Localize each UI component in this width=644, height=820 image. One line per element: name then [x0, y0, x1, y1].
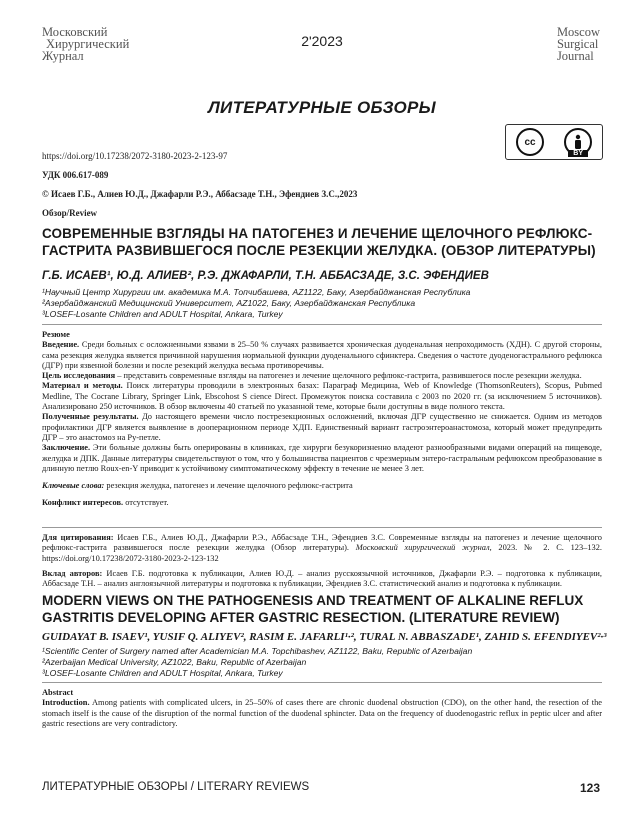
conflict-label: Конфликт интересов. — [42, 498, 124, 508]
keywords-label: Ключевые слова: — [42, 481, 105, 491]
page-number: 123 — [579, 781, 600, 795]
affiliation-1-en: ¹Scientific Center of Surgery named after Academician M.A. Topchibashev, AZ1122, Baku, Republic of Azerbaijan — [42, 646, 473, 656]
logo-line-1: Moscow — [556, 25, 600, 39]
intro-text: Среди больных с осложненными язвами в 25–50 % случаях развивается хроническая дуоденальная непроходимость (ХДН). С другой стороны, сама резекция желудка является причинной нарушения нормальной функции дуоденального сфинктера. Сведения о частоте дуоденогастрального рефлюкса (ДГР) при язвенной болезни и после резекций желудка весьма противоречивы. — [42, 340, 602, 370]
intro-label-en: Introduction. — [42, 698, 90, 708]
affiliation-1-ru: ¹Научный Центр Хирургии им. академика М.А. Топчибашева, AZ1122, Баку, Азербайджанская Республика — [42, 287, 471, 297]
aim-text: – представить современные взгляды на патогенез и лечение щелочного рефлюкс-гастрита, развившегося после резекции желудка. — [115, 371, 582, 381]
citation-label: Для цитирования: — [42, 533, 114, 542]
conflict-text: отсутствует. — [123, 498, 169, 508]
cc-license-badge[interactable] — [505, 124, 603, 160]
contrib-label: Вклад авторов: — [42, 568, 103, 578]
affiliation-3-en: ³LOSEF-Losante Children and ADULT Hospital, Ankara, Turkey — [42, 668, 283, 678]
section-title: ЛИТЕРАТУРНЫЕ ОБЗОРЫ — [208, 98, 436, 117]
udc-code: УДК 006.617-089 — [42, 170, 109, 180]
logo-line-3: Journal — [556, 49, 594, 63]
aim-label: Цель исследования — [42, 371, 116, 381]
intro-label: Введение. — [42, 340, 80, 350]
abstract-en — [42, 688, 602, 729]
results-text: До настоящего времени число пострезекционных осложнений, включая ДГР существенно не снижается. Одним из методов профилактики ДГР является выявление в дооперационном периоде ХДП. Единственный вариант гастроэнтероанастомоза, который может предупредить ДГР – это анастомоз на Ру-петле. — [42, 412, 603, 442]
issue-number: 2'2023 — [301, 33, 343, 49]
citation-tail: , 2023. № 2. С. 123–132. https://doi.org/10.17238/2072-3180-2023-2-123-132 — [42, 543, 602, 563]
affiliation-3-ru: ³LOSEF-Losante Children and ADULT Hospital, Ankara, Turkey — [42, 309, 283, 319]
abstract-heading-en: Abstract — [42, 688, 74, 697]
article-title-en: MODERN VIEWS ON THE PATHOGENESIS AND TREATMENT OF ALKALINE REFLUX GASTRITIS DEVELOPING AFTER GASTRIC RESECTION. (LITERATURE REVIEW) — [42, 593, 584, 625]
citation-journal: Московский хирургический журнал — [355, 543, 490, 553]
conclusion-text: Эти больные должны быть оперированы в клиниках, где хирурги безукоризненно владеют разнообразными видами операций на пищеводе, желудка и ДПК. Данные литературы свидетельствуют о том, что у большинства пациентов с чрезмерным энтеро-гастральным рефлюксом преобразование в длинную петлю Roux-en-Y приводит к устойчивому симптоматическому эффекту в течение не менее 3 лет. — [42, 443, 602, 473]
divider — [42, 527, 602, 528]
intro-text-en: Among patients with complicated ulcers, in 25–50% of cases there are chronic duodenal obstruction (CDO), on the other hand, the resection of the stomach itself is the cause of the disruption of the normal function of the duodenal sphincter. Data on the frequency of duodenogastric reflux in peptic ulcer and after gastric resections are very contradictory. — [42, 698, 602, 728]
abstract-heading: Резюме — [42, 330, 70, 339]
keywords-text: резекция желудка, патогенез и лечение щелочного рефлюкс-гастрита — [104, 481, 353, 491]
affiliation-2-ru: ²Азербайджанский Медицинский Университет, AZ1022, Баку, Азербайджанская Республика — [42, 298, 416, 308]
authors-ru: Г.Б. ИСАЕВ¹, Ю.Д. АЛИЕВ², Р.Э. ДЖАФАРЛИ, Т.Н. АББАСЗАДЕ, З.С. ЭФЕНДИЕВ — [42, 270, 489, 282]
article-type: Обзор/Review — [42, 208, 98, 218]
cc-icon: cc — [516, 128, 544, 156]
results-label: Полученные результаты. — [42, 412, 139, 422]
conclusion-label: Заключение. — [42, 443, 91, 453]
methods-label: Материал и методы. — [42, 381, 123, 391]
citation-text: Исаев Г.Б., Алиев Ю.Д., Джафарли Р.Э., Аббасзаде Т.Н., Эфендиев З.С. Современные взгляды на патогенез и лечение щелочного рефлюкс-гастрита развившегося после резекции желудка (Обзор литературы). — [42, 533, 602, 553]
logo-line-2: Хирургический — [46, 37, 130, 51]
by-label: BY — [568, 150, 588, 157]
abstract-ru — [42, 330, 602, 509]
logo-line-3: Журнал — [42, 49, 84, 63]
methods-text: Поиск литературы проводили в электронных базах: Параграф Медицина, Web of Knowledge (ThomsonReuters), Scopus, Pubmed Medline, The Cocrane Library, Springer Link, Ebscohost S cience Direct. Промежуток поиска составила с 2003 по 2020 гг. (за исключением 5 источников). Анализировано 250 источников. В обзор включены 40 статьей по указанной теме, которые были доступны в виде полного текста. — [42, 381, 602, 412]
footer-section: ЛИТЕРАТУРНЫЕ ОБЗОРЫ / LITERARY REVIEWS — [42, 781, 310, 793]
doi-link[interactable]: https://doi.org/10.17238/2072-3180-2023-2-123-97 — [42, 151, 228, 161]
article-title-ru: СОВРЕМЕННЫЕ ВЗГЛЯДЫ НА ПАТОГЕНЕЗ И ЛЕЧЕНИЕ ЩЕЛОЧНОГО РЕФЛЮКС-ГАСТРИТА РАЗВИВШЕГОСЯ ПОСЛЕ РЕЗЕКЦИИ ЖЕЛУДКА. (ОБЗОР ЛИТЕРАТУРЫ) — [42, 226, 596, 258]
logo-line-2: Surgical — [556, 37, 599, 51]
citation-block — [42, 533, 602, 589]
affiliation-2-en: ²Azerbaijan Medical University, AZ1022, Baku, Republic of Azerbaijan — [42, 657, 307, 667]
logo-line-1: Московский — [42, 25, 108, 39]
contrib-text: Исаев Г.Б. подготовка к публикации, Алиев Ю.Д. – анализ русскоязычной источников, Джафарли Р.Э. – подготовка к публикации, Аббасзаде Т.Н. – анализ англоязычной литературы и подготовка к публикации, Эфендиев З.С. статистический анализ и подготовка к публикации. — [42, 568, 602, 589]
authors-en: GUIDAYAT B. ISAEV¹, YUSIF Q. ALIYEV², RASIM E. JAFARLI¹·², TURAL N. ABBASZADE¹, ZAHID S. EFENDIYEV²·³ — [42, 631, 607, 643]
copyright: © Исаев Г.Б., Алиев Ю.Д., Джафарли Р.Э., Аббасзаде Т.Н., Эфендиев З.С.,2023 — [42, 189, 358, 199]
divider — [42, 682, 602, 683]
divider — [42, 324, 602, 325]
journal-logo-en — [557, 26, 600, 62]
